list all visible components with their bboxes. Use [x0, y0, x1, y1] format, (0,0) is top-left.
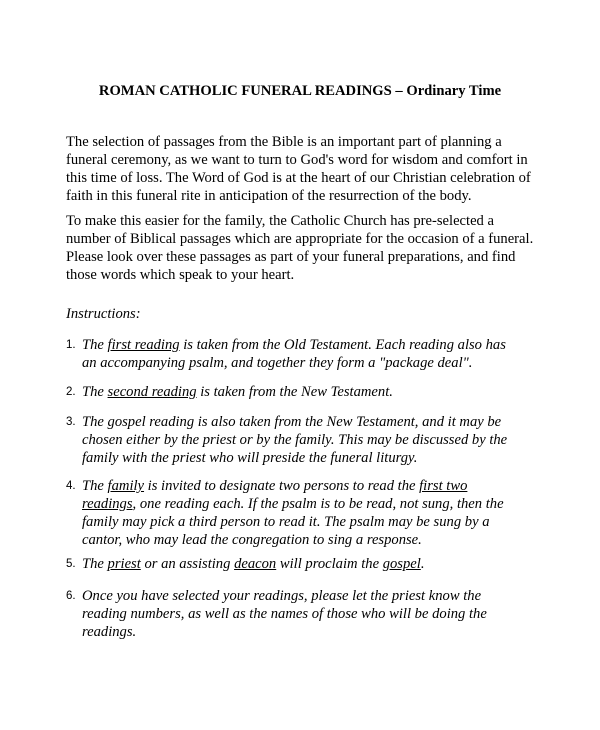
item-number: 4.	[66, 480, 76, 492]
underlined-term: second reading	[107, 384, 197, 400]
instructions-label: Instructions:	[66, 306, 141, 322]
item-text: The priest or an assisting deacon will proclaim the gospel.	[82, 556, 425, 572]
item-number: 5.	[66, 558, 76, 570]
family-paragraph: To make this easier for the family, the Catholic Church has pre-selected a number of Biblical passages which are appropriate for the occasion of a funeral. Please look over these passages as part of your funeral preparations, and find those words which speak to your heart.	[66, 213, 534, 283]
item-number: 3.	[66, 416, 76, 428]
item-text: The gospel reading is also taken from the New Testament, and it may be chosen either by the priest or by the family. This may be discussed by the family with the priest who will preside the funeral liturgy.	[82, 414, 508, 466]
intro-paragraph: The selection of passages from the Bible is an important part of planning a funeral ceremony, as we want to turn to God's word for wisdom and comfort in this time of loss. The Word of God is at the heart of our Christian celebration of faith in this funeral rite in anticipation of the resurrection of the body.	[66, 134, 531, 204]
item-text: The second reading is taken from the New Testament.	[82, 384, 393, 400]
underlined-term: first two readings	[82, 478, 468, 512]
item-text: The first reading is taken from the Old Testament. Each reading also has an accompanying psalm, and together they form a "package deal".	[82, 337, 506, 371]
document-title: ROMAN CATHOLIC FUNERAL READINGS – Ordinary Time	[98, 83, 502, 99]
underlined-term: priest	[107, 556, 141, 572]
item-number: 6.	[66, 590, 76, 602]
underlined-term: family	[107, 478, 145, 494]
underlined-term: first reading	[107, 337, 180, 353]
item-number: 2.	[66, 386, 76, 398]
underlined-term: deacon	[234, 556, 277, 572]
item-number: 1.	[66, 339, 76, 351]
item-text: Once you have selected your readings, please let the priest know the reading numbers, as well as the names of those who will be doing the readings.	[82, 588, 487, 640]
underlined-term: gospel	[382, 556, 421, 572]
item-text: The family is invited to designate two persons to read the first two readings, one reading each. If the psalm is to be read, not sung, then the family may pick a third person to read it. The psalm may be sung by a cantor, who may lead the congregation to sing a response.	[82, 478, 504, 548]
